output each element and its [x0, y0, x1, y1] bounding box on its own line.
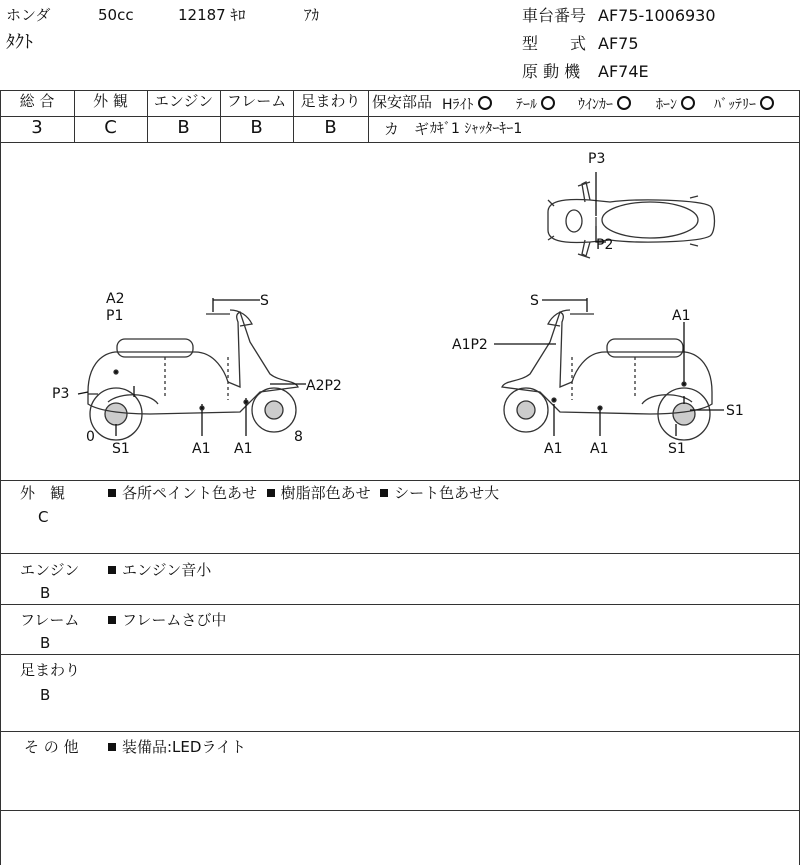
remark-grade: C — [38, 508, 49, 526]
label-right-s1b: S1 — [668, 441, 686, 457]
remark-grade: B — [40, 686, 51, 704]
ok-circle-icon — [478, 96, 492, 110]
maker: ホンダ — [6, 6, 51, 24]
displacement: 50cc — [98, 6, 134, 24]
safety-item-battery: ﾊﾞｯﾃﾘｰ — [714, 96, 774, 112]
frame-number-label: 車台番号 — [522, 6, 587, 25]
label-right-s1: S1 — [726, 403, 744, 419]
safety-item-headlight: Hﾗｲﾄ — [442, 96, 492, 112]
label-left-p3: P3 — [52, 386, 70, 402]
key-label: カ ギ — [384, 120, 430, 138]
remark-notes: エンジン音小 — [108, 563, 211, 578]
key-value: ｶｷﾞ1 ｼｬｯﾀｰｷｰ1 — [430, 121, 523, 137]
safety-label: 保安部品 — [372, 93, 433, 111]
bullet-square-icon — [108, 616, 116, 624]
grade-header-frame: フレーム — [226, 92, 287, 110]
engine-value: AF74E — [598, 62, 649, 81]
label-left-a2: A2 — [106, 291, 125, 307]
top-view-scooter — [548, 172, 715, 258]
grade-engine: B — [177, 117, 190, 138]
remark-grade: B — [40, 634, 51, 652]
ok-circle-icon — [541, 96, 555, 110]
grade-header-suspension: 足まわり — [300, 92, 361, 110]
grade-header-engine: エンジン — [153, 92, 214, 110]
label-left-a2p2: A2P2 — [306, 378, 342, 394]
remark-label: 外 観 — [20, 484, 66, 502]
model-name: ﾀｸﾄ — [6, 32, 33, 53]
mileage: 12187 ｷﾛ — [178, 6, 246, 24]
remark-notes: 各所ペイント色あせ 樹脂部色あせ シート色あせ大 — [108, 486, 499, 501]
label-left-8: 8 — [294, 429, 303, 445]
type-value: AF75 — [598, 34, 639, 53]
safety-item-winker: ｳｲﾝｶｰ — [578, 96, 631, 112]
label-right-a1a: A1 — [544, 441, 563, 457]
grade-frame: B — [250, 117, 263, 138]
remark-notes: フレームさび中 — [108, 613, 226, 628]
color: ｱｶ — [304, 6, 320, 24]
label-left-a1a: A1 — [192, 441, 211, 457]
remark-label: フレーム — [20, 611, 80, 629]
label-left-p1: P1 — [106, 308, 124, 324]
grade-suspension: B — [324, 117, 337, 138]
bullet-square-icon — [108, 743, 116, 751]
label-left-s: S — [260, 293, 269, 309]
remark-grade: B — [40, 584, 51, 602]
label-right-a1b: A1 — [590, 441, 609, 457]
label-left-0: 0 — [86, 429, 95, 445]
type-label: 型 式 — [522, 34, 587, 53]
label-left-a1b: A1 — [234, 441, 253, 457]
bullet-square-icon — [380, 489, 388, 497]
engine-label: 原 動 機 — [522, 62, 581, 81]
remark-notes: 装備品:LEDライト — [108, 740, 246, 755]
remark-label: エンジン — [20, 561, 80, 579]
ok-circle-icon — [681, 96, 695, 110]
label-right-s: S — [530, 293, 539, 309]
safety-item-tail: ﾃｰﾙ — [516, 96, 555, 112]
grade-exterior: C — [104, 117, 117, 138]
bullet-square-icon — [108, 566, 116, 574]
ok-circle-icon — [617, 96, 631, 110]
remark-label: 足まわり — [20, 661, 81, 679]
label-right-a1: A1 — [672, 308, 691, 324]
label-left-s1: S1 — [112, 441, 130, 457]
grade-header-exterior: 外 観 — [93, 92, 128, 110]
grade-overall: 3 — [31, 117, 43, 138]
safety-item-horn: ﾎｰﾝ — [656, 96, 695, 112]
bullet-square-icon — [267, 489, 275, 497]
label-top-p3: P3 — [588, 151, 606, 167]
remark-label: そ の 他 — [24, 738, 79, 756]
bullet-square-icon — [108, 489, 116, 497]
label-right-a1p2: A1P2 — [452, 337, 488, 353]
frame-number: AF75-1006930 — [598, 6, 716, 25]
ok-circle-icon — [760, 96, 774, 110]
grade-header-overall: 総 合 — [19, 92, 55, 110]
label-top-p2: P2 — [596, 237, 614, 253]
